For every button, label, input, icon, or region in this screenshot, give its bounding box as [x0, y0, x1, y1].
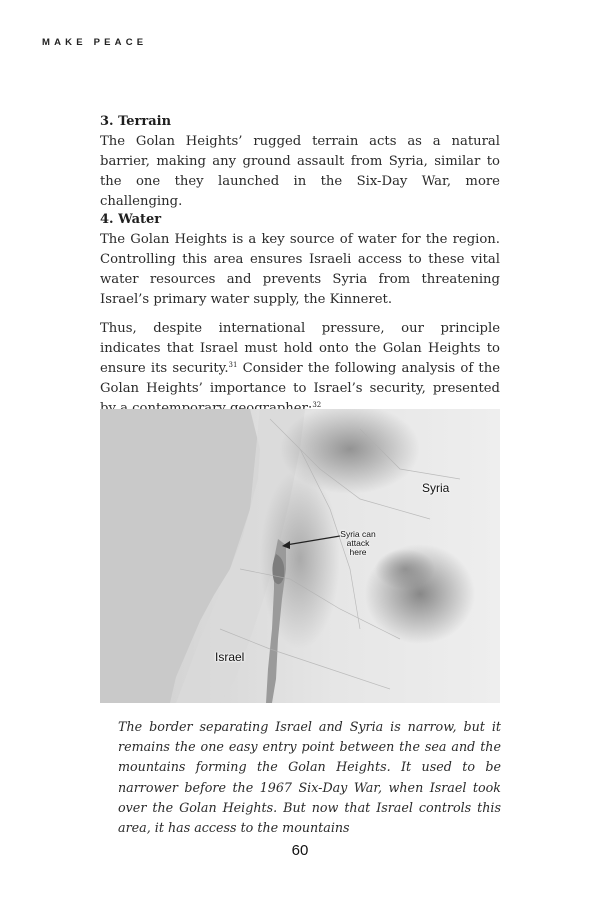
page-number: 60: [291, 842, 309, 859]
section-text-terrain: The Golan Heights’ rugged terrain acts as a natural barrier, making any ground assault from Syria, similar to the one they launched in the Six-Day War, more challenging.: [100, 134, 500, 209]
terrain-map-image: [100, 409, 500, 703]
conclusion-text-2: Consider the following analysis of the Golan Heights’ importance to Israel’s security, presented: [100, 361, 501, 396]
footnote-ref-31[interactable]: 31: [228, 361, 238, 369]
map-figure: [100, 409, 500, 703]
section-text-water: The Golan Heights is a key source of water for the region. Controlling this area ensures Israeli access to these vital water resources and prevents Syria from threatening Israel’s primary water supply, the Kinneret.: [100, 232, 500, 307]
conclusion-text-1: Thus, despite international pressure, our principle indicates that Israel must hold onto the Golan Heights to ensure its security.: [100, 321, 500, 376]
map-label-syria: Syria: [422, 481, 450, 495]
section-terrain: [100, 112, 500, 212]
map-caption: The border separating Israel and Syria is narrow, but it remains the one easy entry point between the sea and the mountains forming the Golan Heights. It used to be narrower before the 1967 Six-Day War, when Israel took over the Golan Heights. But now that Israel controls this area, it has access to the mountains: [118, 719, 501, 836]
section-water: [100, 210, 500, 310]
footnote-ref-32[interactable]: 32: [312, 401, 322, 409]
map-label-attack-point: Syria can attack here: [340, 529, 376, 557]
conclusion-paragraph: [100, 319, 500, 419]
running-head: MAKE PEACE: [42, 37, 148, 48]
section-heading-terrain: 3. Terrain: [100, 114, 172, 129]
map-label-israel: Israel: [215, 650, 245, 664]
section-heading-water: 4. Water: [100, 212, 162, 227]
